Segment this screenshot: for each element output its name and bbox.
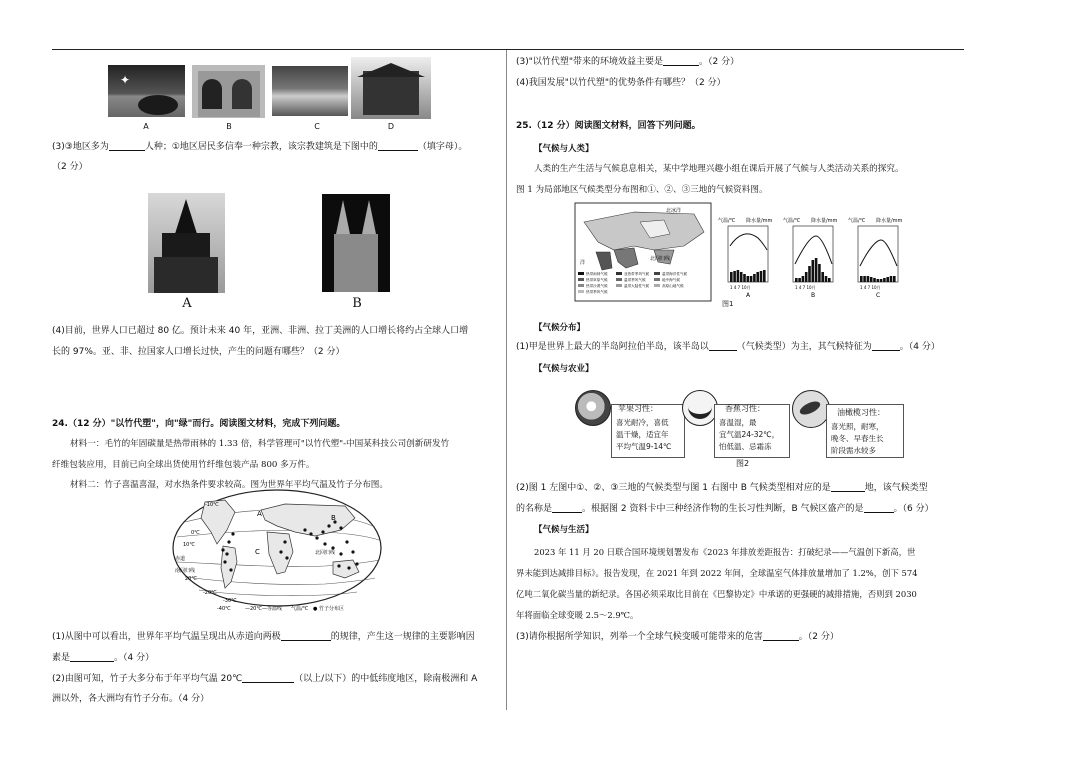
map-legend-isotherm: —20℃—等温线 xyxy=(245,606,282,612)
legend-item-5: 温带季风气候 xyxy=(624,278,646,282)
news-line2: 界未能到达减排目标》。报告发现，在 2021 年到 2022 年间，全球温室气体排放量增加了 1.2%，创下 574 xyxy=(516,568,918,578)
news-line1: 2023 年 11 月 20 日联合国环境规划署发布《2023 年排放差距报告：打破纪录——气温创下新高，世 xyxy=(534,547,916,557)
apple-card-line2: 温干燥，适宜年 xyxy=(616,430,669,439)
question-25-2a: (2)图 1 左图中①、②、③三地的气候类型与图 1 右图中 B 气候类型相对应的是 地，该气候类型 xyxy=(516,483,928,493)
chart-b-months: 1 4 7 10月 xyxy=(795,285,816,290)
photo-caption-d: D xyxy=(387,122,395,131)
climate-chart-b xyxy=(783,216,843,298)
map-legend-unit: 气温/℃ xyxy=(291,606,309,612)
apple-card-title: 苹果习性： xyxy=(618,404,658,413)
olive-card-line3: 阶段需水较多 xyxy=(831,446,876,455)
chart-a-months: 1 4 7 10月 xyxy=(730,285,751,290)
olive-card-line2: 晚冬、早春生长 xyxy=(831,434,884,443)
banana-card-line1: 喜温湿，最 xyxy=(719,418,757,427)
section-climate-agriculture: 【气候与农业】 xyxy=(534,364,594,374)
banana-card-line2: 宜气温24-32℃， xyxy=(719,430,780,439)
map-label-t2: 0℃ xyxy=(191,530,200,536)
map-label-t5: -20℃ xyxy=(203,590,217,596)
photo-d xyxy=(351,57,431,119)
map-point-c: C xyxy=(255,548,260,556)
legend-item-8: 地中海气候 xyxy=(662,278,680,282)
map-label-t7: -40℃ xyxy=(217,606,231,612)
world-temperature-bamboo-map xyxy=(165,482,390,622)
question-25-title: 25.（12 分）阅读图文材料，回答下列问题。 xyxy=(516,121,701,131)
question-24-2: (2)由图可知，竹子大多分布于年平均气温 20℃ （以上/以下）的中低纬度地区，除南极洲和 A xyxy=(52,674,478,684)
olive-icon xyxy=(792,390,830,428)
map-point-b: B xyxy=(331,514,336,522)
top-rule xyxy=(52,49,964,50)
photo-b xyxy=(192,65,265,118)
apple-icon xyxy=(575,390,611,426)
question-24-1b: 素是 。（4 分） xyxy=(52,653,155,663)
map-label-t6: -30℃ xyxy=(223,598,237,604)
figure-1-caption: 图1 xyxy=(722,300,734,308)
news-line3: 亿吨二氧化碳当量的新纪录。各国必须采取比目前在《巴黎协定》中承诺的更强硬的减排措施，否则到 2030 xyxy=(516,589,917,599)
chart-c-axis-left: 气温/℃ xyxy=(848,218,866,224)
section-climate-life: 【气候与生活】 xyxy=(534,525,594,535)
climate-map-label-ocean: 北冰洋 xyxy=(666,208,682,214)
legend-item-9: 高原山地气候 xyxy=(662,284,684,288)
intro-line2: 图 1 为局部地区气候类型分布图和①、②、③三地的气候资料图。 xyxy=(516,185,768,195)
material2: 材料二：竹子喜温喜湿，对水热条件要求较高。图为世界年平均气温及竹子分布图。 xyxy=(70,480,388,490)
question-25-2b: 的名称是 。根据图 2 资料卡中三种经济作物的生长习性判断，B 气候区盛产的是 。（6 分） xyxy=(516,504,934,514)
intro-line1: 人类的生产生活与气候息息相关，某中学地理兴趣小组在课后开展了气候与人类活动关系的探究。 xyxy=(534,164,904,174)
legend-item-6: 温带大陆性气候 xyxy=(624,284,650,288)
legend-item-3: 热带季风气候 xyxy=(586,290,608,294)
question-25-1: (1)甲是世界上最大的半岛阿拉伯半岛，该半岛以 （气候类型）为主，其气候特征为 。（4 分） xyxy=(516,342,940,352)
chart-c-months: 1 4 7 10月 xyxy=(860,285,881,290)
climate-map-label-yang: 洋 xyxy=(580,260,586,266)
question-24-2b: 洲以外，各大洲均有竹子分布。（4 分） xyxy=(52,694,210,704)
map-label-t4: 20℃ xyxy=(185,576,197,582)
chart-b-label: B xyxy=(811,292,816,298)
map-label-tropic-n: 北回归线 xyxy=(315,550,336,556)
map-label-tropic-s: 南回归线 xyxy=(175,568,196,574)
apple-card-line1: 喜光耐冷，喜低 xyxy=(616,418,669,427)
section-climate-distribution: 【气候分布】 xyxy=(534,323,586,333)
section-climate-human: 【气候与人类】 xyxy=(534,144,594,154)
question-24-4: (4)我国发展"以竹代塑"的优势条件有哪些？（2 分） xyxy=(516,78,726,88)
building-photo-a xyxy=(148,193,225,293)
map-point-a: A xyxy=(257,510,262,518)
climate-type-map xyxy=(574,202,712,302)
question-4-line2: 长的 97%。亚、非、拉国家人口增长过快，产生的问题有哪些？（2 分） xyxy=(52,347,345,357)
map-label-t3: 10℃ xyxy=(183,542,195,548)
question-24-3: (3)"以竹代塑"带来的环境效益主要是 。（2 分） xyxy=(516,57,740,67)
banana-card-line3: 怕低温、忌霜冻 xyxy=(719,442,772,451)
building-caption-b: B xyxy=(352,296,362,311)
climate-chart-c xyxy=(848,216,908,298)
olive-card-line1: 喜光照，耐寒， xyxy=(831,422,884,431)
chart-a-axis-left: 气温/℃ xyxy=(718,218,736,224)
chart-c-label: C xyxy=(876,292,881,298)
building-caption-a: A xyxy=(182,296,192,311)
legend-item-7: 温带海洋性气候 xyxy=(662,272,688,276)
apple-card-line3: 平均气温9-14℃ xyxy=(616,442,672,451)
material1-line2: 纤维包装应用，目前已向全球出货使用竹纤维包装产品 800 多万件。 xyxy=(52,460,315,470)
photo-caption-c: C xyxy=(314,122,320,131)
chart-b-axis-right: 降水量/mm xyxy=(811,218,838,224)
question-25-3: (3)请你根据所学知识，列举一个全球气候变暖可能带来的危害 。（2 分） xyxy=(516,632,839,642)
map-legend-bamboo: ● 竹子分布区 xyxy=(313,606,344,612)
chart-b-axis-left: 气温/℃ xyxy=(783,218,801,224)
question-3-score: （2 分） xyxy=(52,162,88,172)
chart-a-axis-right: 降水量/mm xyxy=(746,218,773,224)
building-photo-b xyxy=(322,194,390,292)
photo-caption-b: B xyxy=(226,122,232,131)
banana-icon xyxy=(682,390,718,426)
apple-card xyxy=(611,404,685,458)
material1-line1: 材料一：毛竹的年固碳量是热带雨林的 1.33 倍，科学管理可"以竹代塑"-中国某科技公司创新研发竹 xyxy=(70,439,450,449)
climate-chart-a xyxy=(718,216,778,298)
olive-card xyxy=(826,404,904,458)
news-line4: 年将面临全球变暖 2.5～2.9℃。 xyxy=(516,610,639,620)
banana-card-title: 香蕉习性： xyxy=(725,404,765,413)
question-3: (3)③地区多为 人种；①地区居民多信奉一种宗教，该宗教建筑是下图中的 （填字母）。 xyxy=(52,142,468,152)
chart-a-label: A xyxy=(746,292,751,298)
chart-c-axis-right: 降水量/mm xyxy=(876,218,903,224)
map-label-t1: -10℃ xyxy=(205,502,219,508)
photo-c xyxy=(272,66,348,116)
photo-a: ✦ xyxy=(108,65,185,117)
map-label-equator: 赤道 xyxy=(175,556,186,562)
question-4-line1: (4)目前，世界人口已超过 80 亿。预计未来 40 年，亚洲、非洲、拉丁美洲的人口增长将约占全球人口增 xyxy=(52,326,469,336)
legend-item-0: 热带雨林气候 xyxy=(586,272,608,276)
photo-caption-a: A xyxy=(143,122,149,131)
figure-2-caption: 图2 xyxy=(736,459,750,468)
legend-item-4: 亚热带季风气候 xyxy=(624,272,650,276)
olive-card-title: 油橄榄习性： xyxy=(837,408,885,417)
legend-item-2: 热带沙漠气候 xyxy=(586,284,608,288)
banana-card xyxy=(714,404,790,458)
question-24-1: (1)从图中可以看出，世界年平均气温呈现出从赤道向两极 的规律，产生这一规律的主要影响因 xyxy=(52,632,475,642)
climate-map-label-tropic: 北回归线 xyxy=(650,256,671,262)
question-24-title: 24.（12 分）"以竹代塑"，向"绿"而行。阅读图文材料，完成下列问题。 xyxy=(52,419,346,429)
legend-item-1: 热带草原气候 xyxy=(586,278,608,282)
column-divider xyxy=(506,50,507,710)
